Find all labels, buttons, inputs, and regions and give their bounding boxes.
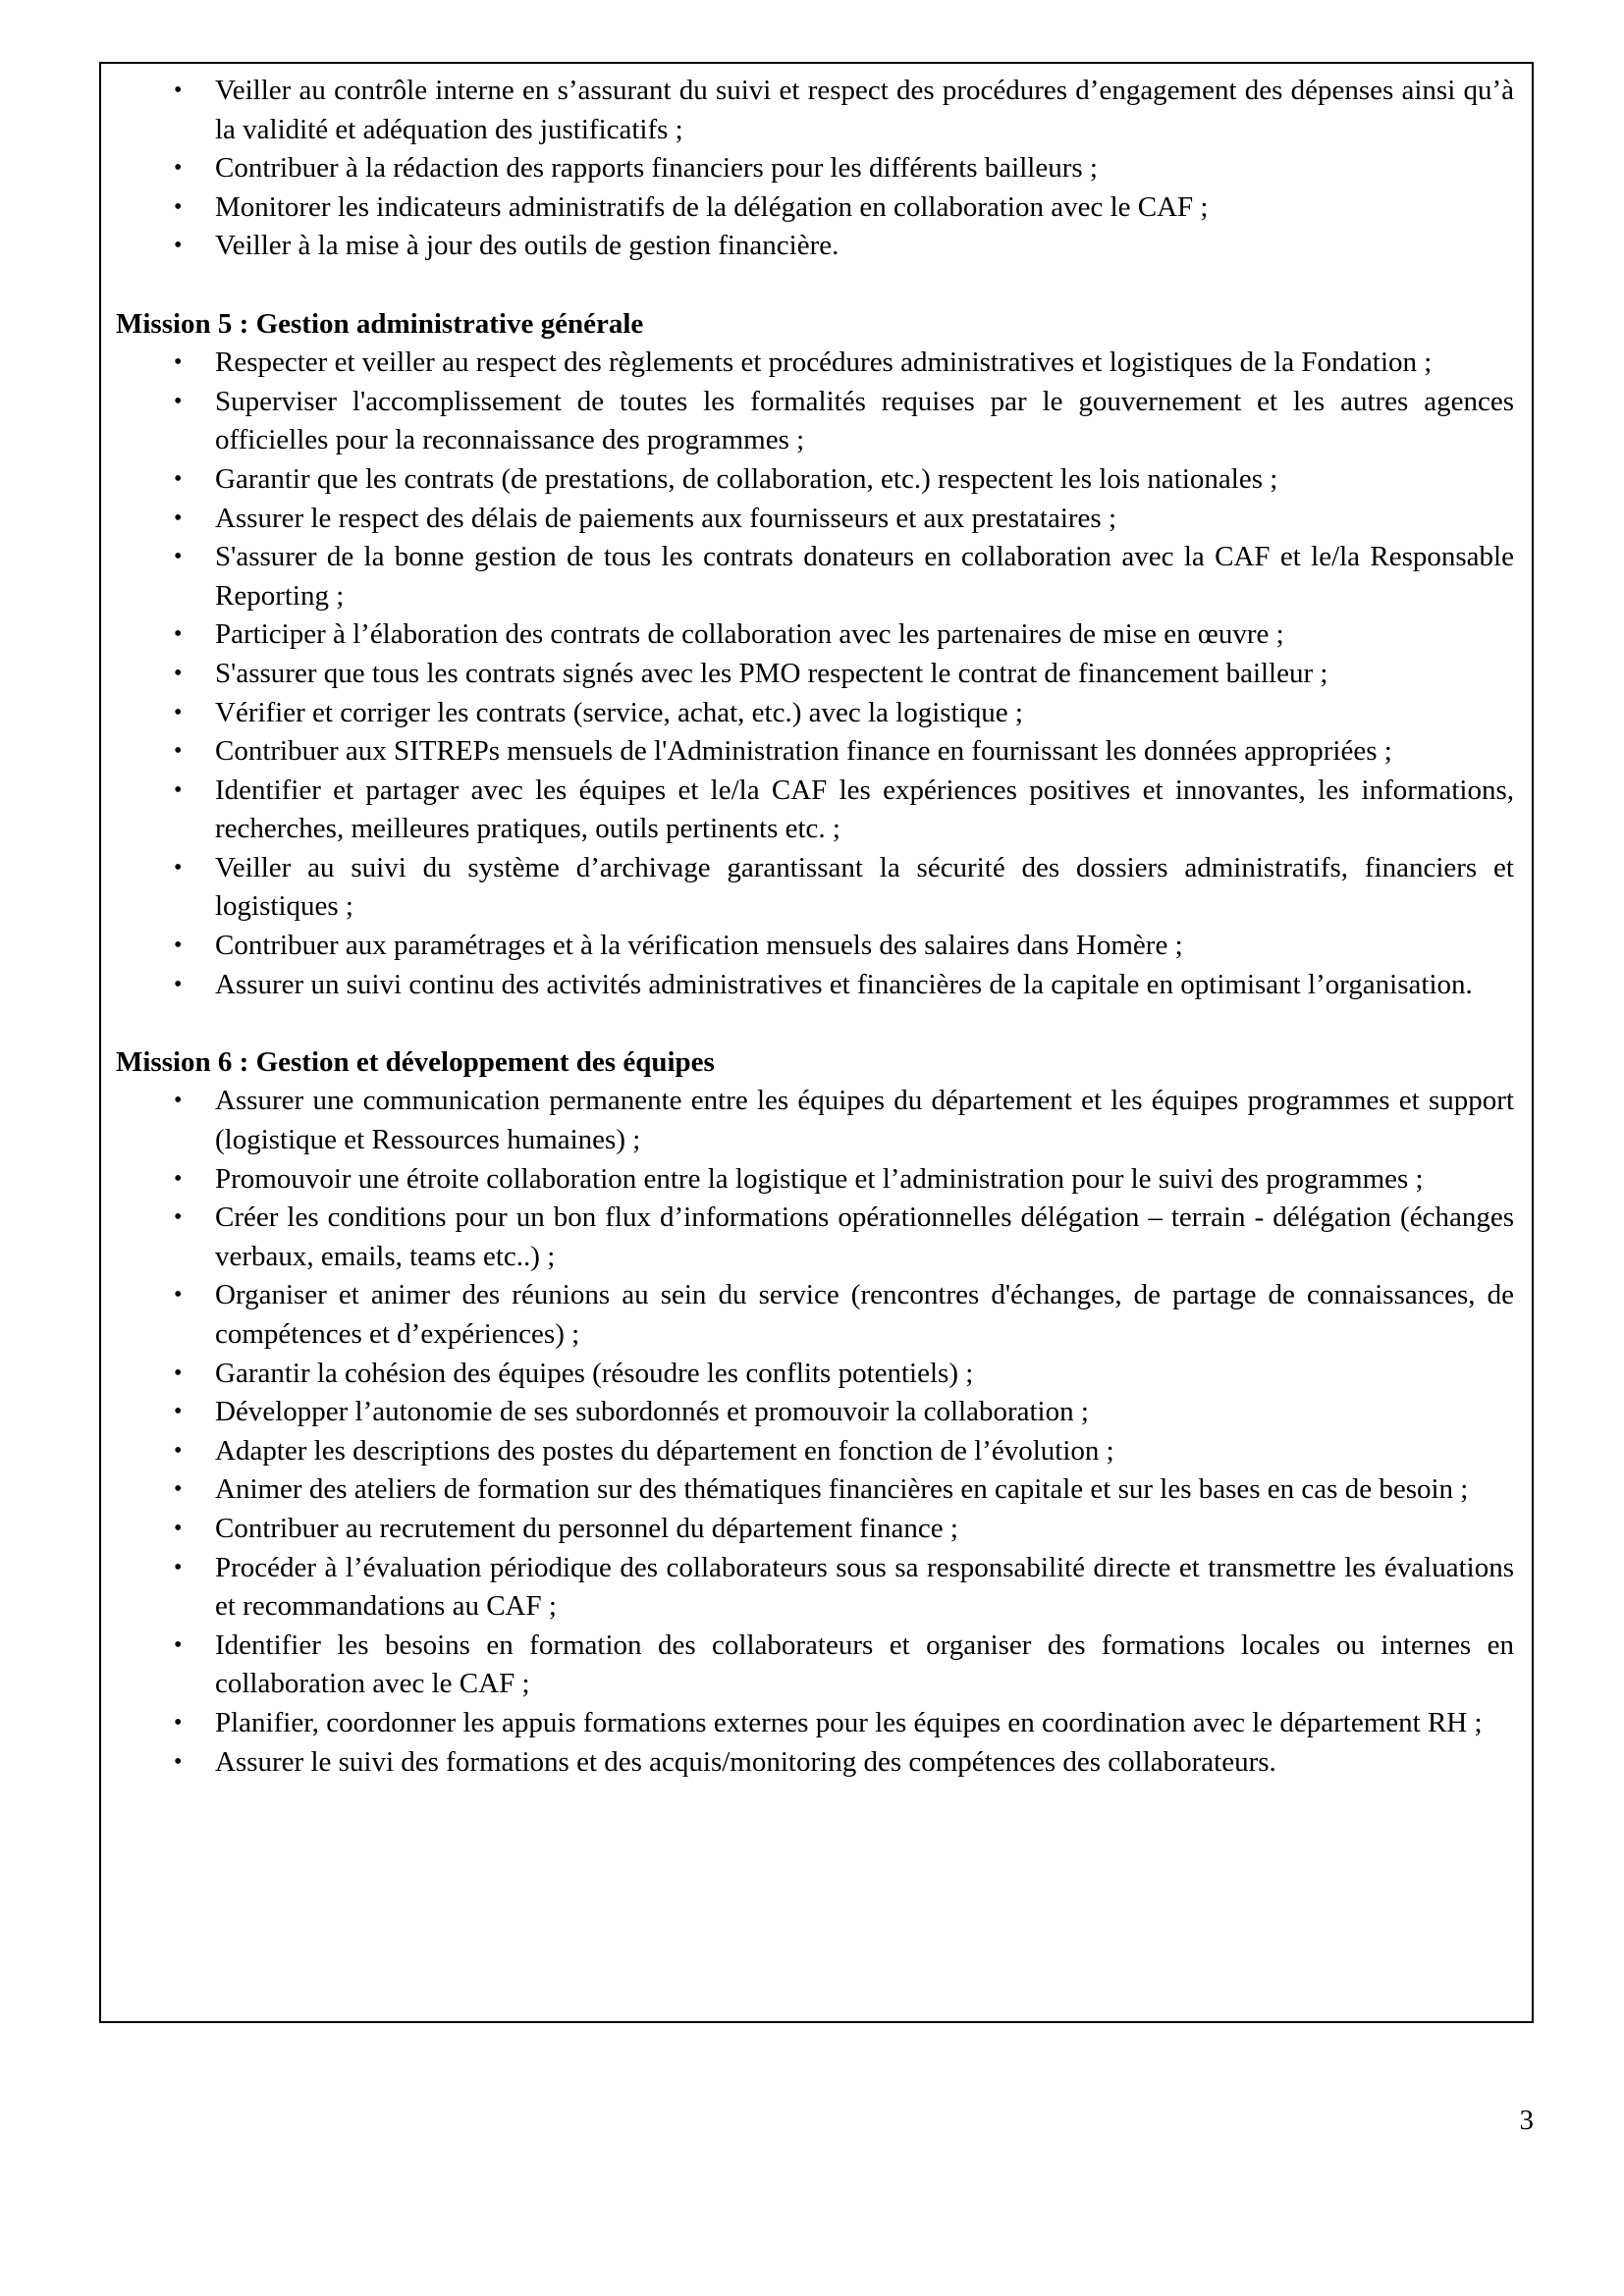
list-item-text: Adapter les descriptions des postes du département en fonction de l’évolution ;	[215, 1434, 1114, 1467]
list-item-text: Planifier, coordonner les appuis formations externes pour les équipes en coordination avec le département RH ;	[215, 1706, 1483, 1738]
list-item	[116, 1199, 1514, 1276]
list-item-text: Superviser l'accomplissement de toutes les formalités requises par le gouvernement et les autres agences officielles pour la reconnaissance des programmes ;	[215, 385, 1514, 456]
bullet-icon: •	[174, 660, 183, 686]
list-item-text: Veiller à la mise à jour des outils de gestion financière.	[215, 230, 839, 262]
list-item-text: S'assurer que tous les contrats signés avec les PMO respectent le contrat de financement bailleur ;	[215, 657, 1328, 689]
bullet-icon: •	[174, 1709, 183, 1735]
list-item	[116, 1082, 1514, 1159]
bullet-icon: •	[174, 933, 183, 959]
list-item-text: Organiser et animer des réunions au sein du service (rencontres d'échanges, de partage de connaissances, de compétences et d’expériences) ;	[215, 1279, 1514, 1350]
bullet-icon: •	[174, 1515, 183, 1541]
list-item	[116, 1160, 1514, 1200]
list-item-text: Contribuer aux SITREPs mensuels de l'Administration finance en fournissant les données appropriées ;	[215, 735, 1392, 768]
bullet-icon: •	[174, 505, 183, 531]
mission-5-section	[116, 266, 1514, 1004]
bullet-icon: •	[174, 621, 183, 648]
list-item-text: Veiller au contrôle interne en s’assurant du suivi et respect des procédures d’engagement des dépenses ainsi qu’à la validité et adéquation des justificatifs ;	[215, 75, 1514, 145]
list-item	[116, 927, 1514, 966]
list-item-text: Promouvoir une étroite collaboration entre la logistique et l’administration pour le suivi des programmes ;	[215, 1162, 1424, 1195]
list-item-text: Assurer le respect des délais de paiements aux fournisseurs et aux prestataires ;	[215, 502, 1117, 534]
list-item	[116, 1627, 1514, 1704]
list-item	[116, 772, 1514, 849]
list-item-text: Vérifier et corriger les contrats (service, achat, etc.) avec la logistique ;	[215, 696, 1023, 728]
bullet-icon: •	[174, 349, 183, 376]
list-item-text: Respecter et veiller au respect des règlements et procédures administratives et logistiques de la Fondation ;	[215, 347, 1433, 379]
list-item-text: Participer à l’élaboration des contrats de collaboration avec les partenaires de mise en œuvre ;	[215, 618, 1284, 651]
list-item-text: Monitorer les indicateurs administratifs de la délégation en collaboration avec le CAF ;	[215, 190, 1209, 223]
bullet-icon: •	[174, 854, 183, 881]
mission-6-section	[116, 1004, 1514, 1782]
list-item	[116, 1743, 1514, 1783]
list-item	[116, 1393, 1514, 1432]
bullet-icon: •	[174, 1748, 183, 1775]
bullet-icon: •	[174, 1165, 183, 1192]
list-item-text: Contribuer au recrutement du personnel du département finance ;	[215, 1512, 958, 1544]
bullet-icon: •	[174, 699, 183, 725]
bullet-icon: •	[174, 1282, 183, 1308]
bullet-icon: •	[174, 193, 183, 220]
mission-6-title: Mission 6 : Gestion et développement des équipes	[116, 1045, 715, 1078]
list-item-text: Veiller au suivi du système d’archivage garantissant la sécurité des dossiers administratifs, financiers et logistiques ;	[215, 851, 1514, 923]
list-item	[116, 1510, 1514, 1549]
bullet-icon: •	[174, 1631, 183, 1658]
list-item	[116, 538, 1514, 615]
list-item	[116, 500, 1514, 539]
list-item	[116, 149, 1514, 188]
bullet-icon: •	[174, 1437, 183, 1464]
bullet-icon: •	[174, 1088, 183, 1114]
list-item	[116, 1276, 1514, 1354]
bullet-icon: •	[174, 738, 183, 765]
bullet-icon: •	[174, 544, 183, 570]
list-item-text: Assurer le suivi des formations et des acquis/monitoring des compétences des collaborateurs.	[215, 1745, 1276, 1778]
list-item	[116, 460, 1514, 500]
list-item-text: Assurer une communication permanente entre les équipes du département et les équipes programmes et support (logistique et Ressources humaines) ;	[215, 1085, 1514, 1156]
list-item	[116, 694, 1514, 733]
list-item	[116, 655, 1514, 694]
content-frame	[99, 62, 1534, 2023]
intro-list	[116, 72, 1514, 266]
list-item-text: Procéder à l’évaluation périodique des collaborateurs sous sa responsabilité directe et transmettre les évaluations et recommandations au CAF ;	[215, 1551, 1514, 1623]
page-number: 3	[1519, 2105, 1534, 2136]
list-item-text: Assurer un suivi continu des activités administratives et financières de la capitale en optimisant l’organisation.	[215, 968, 1473, 1000]
list-item	[116, 615, 1514, 655]
bullet-icon: •	[174, 78, 183, 103]
mission-6-list	[116, 1082, 1514, 1782]
list-item-text: Contribuer à la rédaction des rapports financiers pour les différents bailleurs ;	[215, 152, 1098, 185]
list-item-text: S'assurer de la bonne gestion de tous les contrats donateurs en collaboration avec la CAF et le/la Responsable Reporting ;	[215, 541, 1514, 612]
list-item-text: Garantir la cohésion des équipes (résoudre les conflits potentiels) ;	[215, 1357, 974, 1389]
bullet-icon: •	[174, 1399, 183, 1425]
bullet-icon: •	[174, 1476, 183, 1503]
bullet-icon: •	[174, 465, 183, 492]
list-item	[116, 849, 1514, 927]
bullet-icon: •	[174, 233, 183, 259]
list-item-text: Créer les conditions pour un bon flux d’informations opérationnelles délégation – terrain - délégation (échanges verbaux, emails, teams etc..) ;	[215, 1201, 1514, 1272]
list-item	[116, 732, 1514, 772]
list-item	[116, 383, 1514, 460]
list-item	[116, 1470, 1514, 1510]
list-item-text: Développer l’autonomie de ses subordonnés et promouvoir la collaboration ;	[215, 1396, 1089, 1428]
bullet-icon: •	[174, 1360, 183, 1386]
list-item	[116, 1704, 1514, 1743]
list-item-text: Identifier les besoins en formation des collaborateurs et organiser des formations locales ou internes en collaboration avec le CAF ;	[215, 1629, 1514, 1700]
list-item	[116, 72, 1514, 149]
list-item	[116, 344, 1514, 383]
bullet-icon: •	[174, 1554, 183, 1580]
mission-5-title: Mission 5 : Gestion administrative générale	[116, 307, 644, 340]
list-item	[116, 227, 1514, 266]
list-item-text: Garantir que les contrats (de prestations, de collaboration, etc.) respectent les lois nationales ;	[215, 462, 1278, 495]
bullet-icon: •	[174, 155, 183, 182]
bullet-icon: •	[174, 971, 183, 997]
list-item	[116, 188, 1514, 228]
list-item-text: Contribuer aux paramétrages et à la vérification mensuels des salaires dans Homère ;	[215, 930, 1183, 962]
list-item	[116, 966, 1514, 1005]
mission-5-list	[116, 344, 1514, 1004]
bullet-icon: •	[174, 1204, 183, 1231]
list-item	[116, 1549, 1514, 1627]
list-item	[116, 1432, 1514, 1471]
list-item-text: Identifier et partager avec les équipes et le/la CAF les expériences positives et innovantes, les informations, recherches, meilleures pratiques, outils pertinents etc. ;	[215, 774, 1514, 845]
list-item-text: Animer des ateliers de formation sur des thématiques financières en capitale et sur les bases en cas de besoin ;	[215, 1473, 1469, 1506]
bullet-icon: •	[174, 776, 183, 803]
list-item	[116, 1355, 1514, 1394]
bullet-icon: •	[174, 388, 183, 414]
